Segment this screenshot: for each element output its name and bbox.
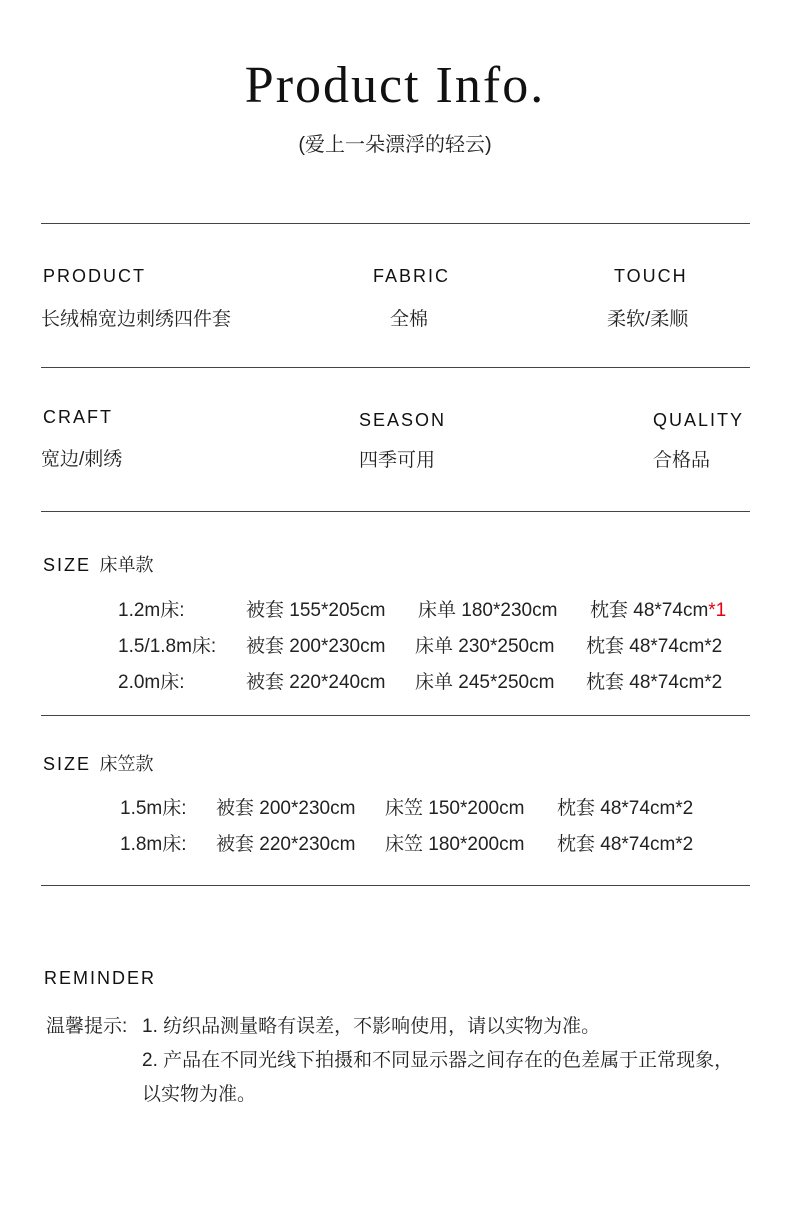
size-sheet-heading [43, 551, 153, 577]
size-label: SIZE [43, 555, 92, 575]
size-row-sheet: 床单 245*250cm [415, 672, 555, 693]
craft-value: 宽边/刺绣 [41, 449, 123, 470]
size-row-bed: 1.5m床: [120, 798, 187, 819]
reminder-label: REMINDER [44, 968, 157, 988]
divider [41, 223, 750, 224]
divider [41, 885, 750, 886]
page-title: Product Info. [244, 57, 546, 114]
fabric-value: 全棉 [390, 309, 429, 330]
reminder-line: 1. 纺织品测量略有误差，不影响使用，请以实物为准。 [142, 1016, 601, 1037]
size-fitted-heading [43, 750, 153, 776]
size-row-pillow: 枕套 48*74cm*2 [586, 636, 723, 657]
size-row-duvet: 被套 200*230cm [216, 798, 356, 819]
divider [41, 367, 750, 368]
product-label: PRODUCT [43, 266, 146, 286]
size-row-pillow [590, 595, 726, 622]
size-type: 床单款 [99, 555, 154, 575]
size-label: SIZE [43, 754, 92, 774]
reminder-line: 以实物为准。 [142, 1084, 257, 1105]
size-row-duvet: 被套 220*230cm [216, 834, 356, 855]
size-row-duvet: 被套 155*205cm [246, 600, 386, 621]
size-row-sheet: 床笠 180*200cm [385, 834, 525, 855]
quality-value: 合格品 [653, 450, 711, 471]
reminder-line: 2. 产品在不同光线下拍摄和不同显示器之间存在的色差属于正常现象， [142, 1050, 734, 1071]
fabric-label: FABRIC [373, 266, 451, 286]
size-row-pillow: 枕套 48*74cm*2 [586, 672, 723, 693]
size-row-pillow: 枕套 48*74cm*2 [557, 834, 694, 855]
size-row-bed: 1.5/1.8m床: [118, 636, 217, 657]
size-row-sheet: 床单 180*230cm [418, 600, 558, 621]
divider [41, 511, 750, 512]
pillow-size: 枕套 48*74cm [590, 600, 709, 621]
product-value: 长绒棉宽边刺绣四件套 [41, 309, 232, 330]
divider [41, 715, 750, 716]
quality-label: QUALITY [653, 410, 745, 430]
size-row-sheet: 床笠 150*200cm [385, 798, 525, 819]
size-row-duvet: 被套 220*240cm [246, 672, 386, 693]
season-label: SEASON [359, 410, 447, 430]
size-row-pillow: 枕套 48*74cm*2 [557, 798, 694, 819]
size-row-duvet: 被套 200*230cm [246, 636, 386, 657]
touch-value: 柔软/柔顺 [607, 309, 689, 330]
pillow-quantity: *1 [708, 600, 727, 621]
craft-label: CRAFT [43, 407, 113, 427]
size-row-bed: 1.2m床: [118, 600, 185, 621]
size-row-sheet: 床单 230*250cm [415, 636, 555, 657]
size-row-bed: 1.8m床: [120, 834, 187, 855]
size-type: 床笠款 [99, 754, 154, 774]
size-row-bed: 2.0m床: [118, 672, 185, 693]
reminder-prefix: 温馨提示: [46, 1016, 128, 1037]
touch-label: TOUCH [614, 266, 688, 286]
season-value: 四季可用 [359, 450, 436, 471]
page-subtitle: (爱上一朵漂浮的轻云) [298, 134, 492, 156]
